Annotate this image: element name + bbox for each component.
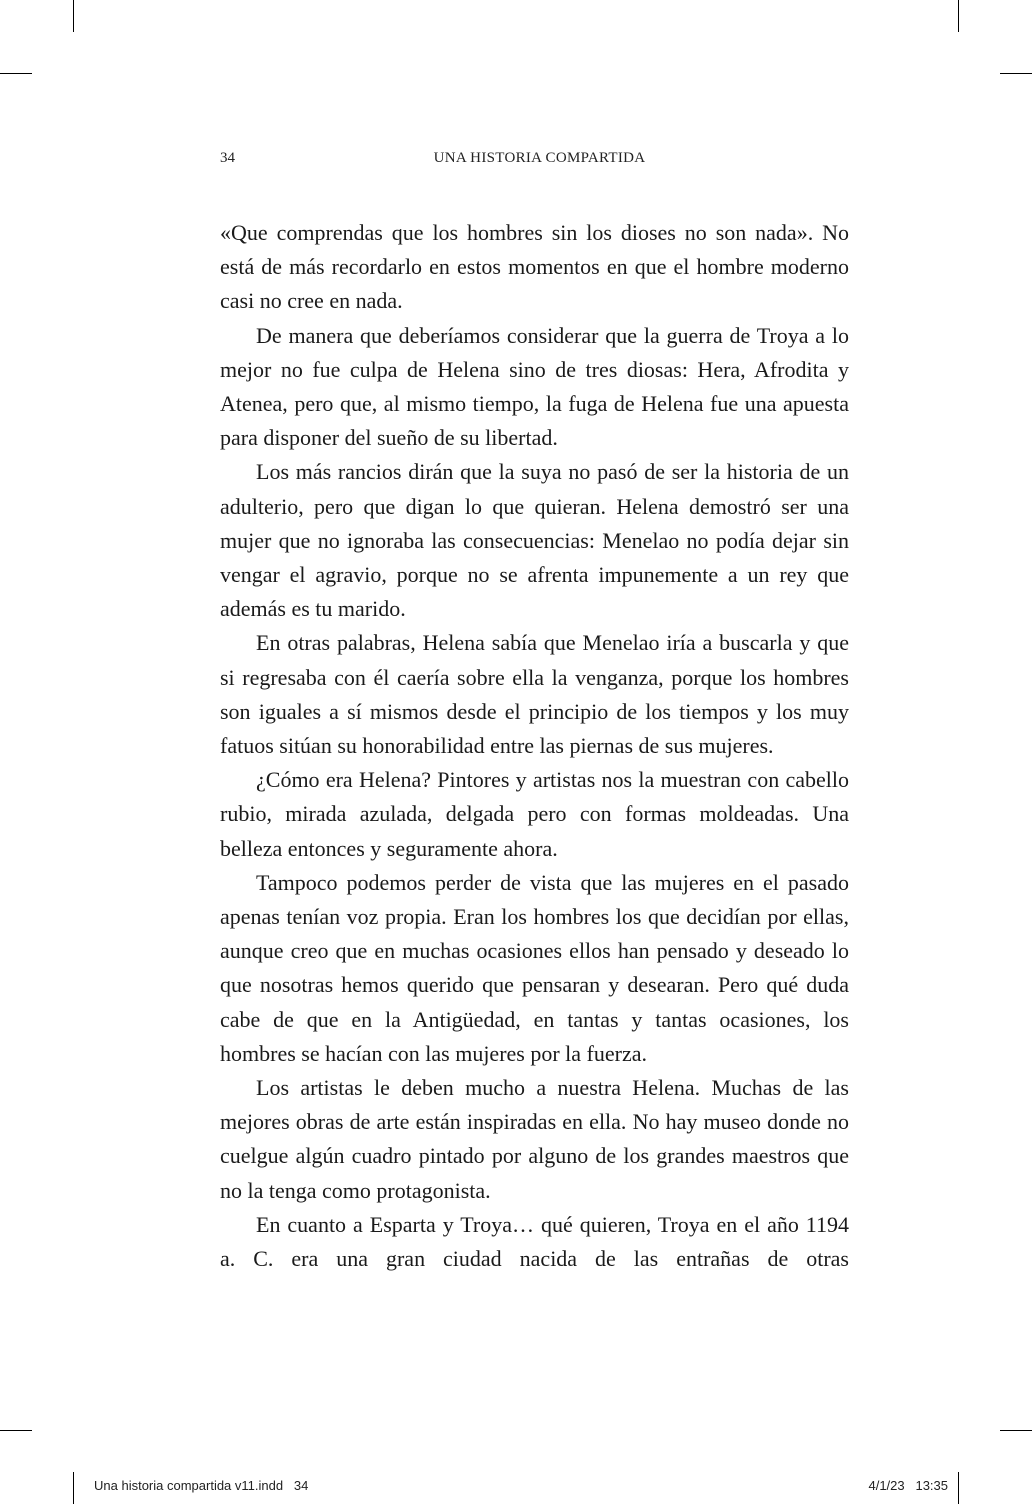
body-text: [220, 216, 849, 1276]
paragraph: «Que comprendas que los hombres sin los dioses no son nada». No está de más recordarlo en estos momentos en que el hombre moderno casi no cree en nada.: [220, 220, 849, 314]
paragraph: Los más rancios dirán que la suya no pasó de ser la historia de un adulterio, pero que digan lo que quieran. Helena demostró ser una mujer que no ignoraba las consecuencias: Menelao no podía dejar sin vengar el agravio, porque no se afrenta impunemente a un rey que además es tu marido.: [220, 459, 849, 622]
paragraph: ¿Cómo era Helena? Pintores y artistas nos la muestran con cabello rubio, mirada azulada, delgada pero con formas moldeadas. Una belleza entonces y seguramente ahora.: [220, 767, 849, 861]
crop-mark-top-left: [73, 0, 74, 32]
crop-mark-left-bottom: [0, 1430, 32, 1431]
slug-date-time: 4/1/23 13:35: [868, 1478, 948, 1493]
paragraph: Tampoco podemos perder de vista que las mujeres en el pasado apenas tenían voz propia. Eran los hombres los que decidían por ellas, aunque creo que en muchas ocasiones ellos han pensado y deseado lo que nosotras hemos querido que pensaran y desearan. Pero qué duda cabe de que en la Antigüedad, en tantas y tantas ocasiones, los hombres se hacían con las mujeres por la fuerza.: [220, 869, 849, 1066]
paragraph: Los artistas le deben mucho a nuestra Helena. Muchas de las mejores obras de arte están inspiradas en ella. No hay museo donde no cuelgue algún cuadro pintado por alguno de los grandes maestros que no la tenga como protagonista.: [220, 1075, 849, 1203]
book-title: UNA HISTORIA COMPARTIDA: [433, 150, 646, 166]
paragraph: En cuanto a Esparta y Troya… qué quieren, Troya en el año 1194 a. C. era una gran ciudad nacida de las entrañas de otras: [220, 1211, 849, 1272]
running-head: [220, 150, 849, 172]
paragraph: En otras palabras, Helena sabía que Menelao iría a buscarla y que si regresaba con él caería sobre ella la venganza, porque los hombres son iguales a sí mismos desde el principio de los tiempos y los muy fatuos sitúan su honorabilidad entre las piernas de sus mujeres.: [220, 630, 849, 759]
crop-mark-right-bottom: [1000, 1430, 1032, 1431]
crop-mark-bottom-right: [958, 1472, 959, 1504]
crop-mark-bottom-left: [73, 1472, 74, 1504]
slug-file-info: Una historia compartida v11.indd 34: [94, 1478, 309, 1493]
crop-mark-top-right: [958, 0, 959, 32]
crop-mark-left-top: [0, 73, 32, 74]
paragraph: De manera que deberíamos considerar que la guerra de Troya a lo mejor no fue culpa de Helena sino de tres diosas: Hera, Afrodita y Atenea, pero que, al mismo tiempo, la fuga de Helena fue una apuesta para disponer del sueño de su libertad.: [220, 322, 849, 451]
page-number: 34: [220, 150, 235, 166]
crop-mark-right-top: [1000, 73, 1032, 74]
